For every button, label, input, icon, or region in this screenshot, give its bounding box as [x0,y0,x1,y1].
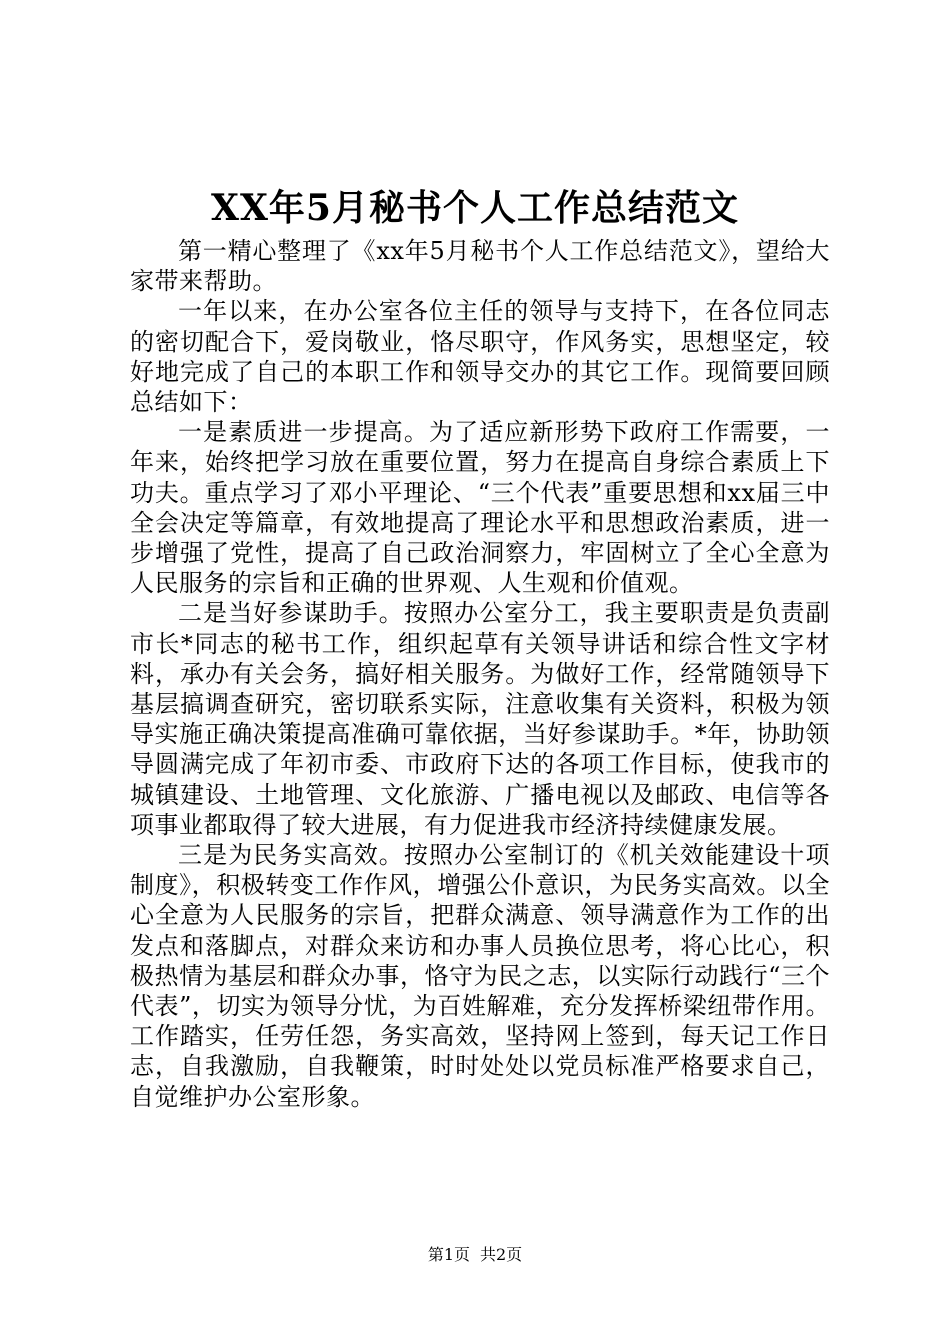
paragraph-efficiency: 三是为民务实高效。按照办公室制订的《机关效能建设十项制度》，积极转变工作作风，增强公仆意识，为民务实高效。以全心全意为人民服务的宗旨，把群众满意、领导满意作为工作的出发点和落脚点，对群众来访和办事人员换位思考，将心比心，积极热情为基层和群众办事，恪守为民之志，以实际行动践行“三个代表”，切实为领导分忧，为百姓解难，充分发挥桥梁纽带作用。工作踏实，任劳任怨，务实高效，坚持网上签到，每天记工作日志，自我激励，自我鞭策，时时处处以党员标准严格要求自己，自觉维护办公室形象。 [130,841,830,1111]
paragraph-quality: 一是素质进一步提高。为了适应新形势下政府工作需要，一年来，始终把学习放在重要位置，努力在提高自身综合素质上下功夫。重点学习了邓小平理论、“三个代表”重要思想和xx届三中全会决定等篇章，有效地提高了理论水平和思想政治素质，进一步增强了党性，提高了自己政治洞察力，牢固树立了全心全意为人民服务的宗旨和正确的世界观、人生观和价值观。 [130,418,830,598]
page-number-current: 第1页 [427,1245,470,1264]
paragraph-overview: 一年以来，在办公室各位主任的领导与支持下，在各位同志的密切配合下，爱岗敬业，恪尽职守，作风务实，思想坚定，较好地完成了自己的本职工作和领导交办的其它工作。现简要回顾总结如下： [130,297,830,417]
page-footer [0,1244,950,1266]
paragraph-assistant: 二是当好参谋助手。按照办公室分工，我主要职责是负责副市长*同志的秘书工作，组织起草有关领导讲话和综合性文字材料，承办有关会务，搞好相关服务。为做好工作，经常随领导下基层搞调查研究，密切联系实际，注意收集有关资料，积极为领导实施正确决策提高准确可靠依据，当好参谋助手。*年，协助领导圆满完成了年初市委、市政府下达的各项工作目标，使我市的城镇建设、土地管理、文化旅游、广播电视以及邮政、电信等各项事业都取得了较大进展，有力促进我市经济持续健康发展。 [130,599,830,839]
paragraph-intro: 第一精心整理了《xx年5月秘书个人工作总结范文》，望给大家带来帮助。 [130,237,830,296]
document-title: XX年5月秘书个人工作总结范文 [211,187,739,229]
page-number-total: 共2页 [480,1245,523,1264]
document-body [130,236,830,1112]
